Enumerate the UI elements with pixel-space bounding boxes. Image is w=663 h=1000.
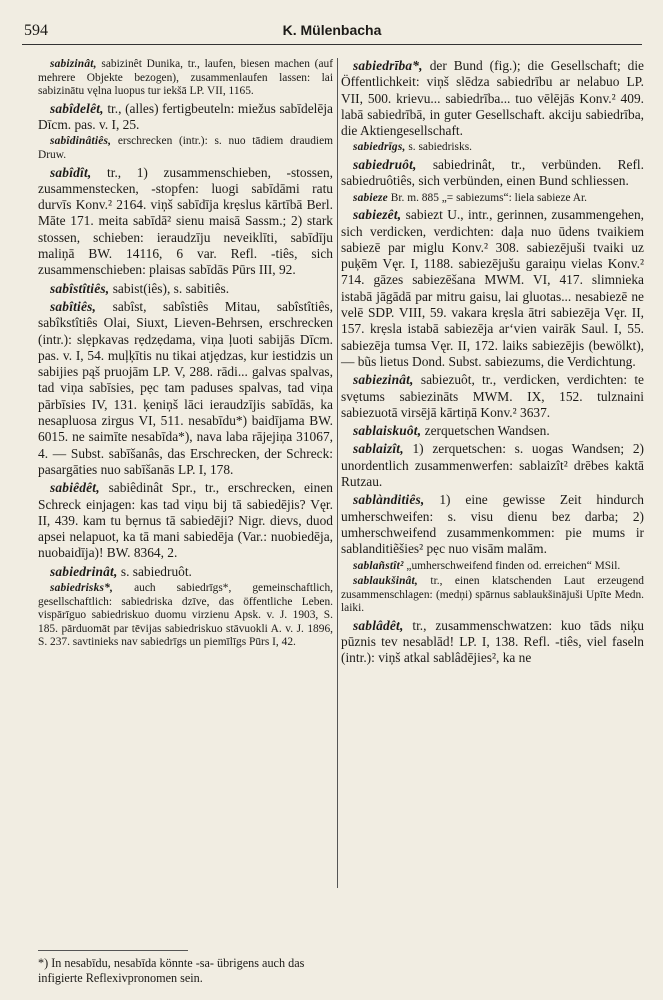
dictionary-entry [341, 441, 644, 490]
dictionary-entry [38, 101, 333, 134]
dictionary-entry [341, 157, 644, 190]
dictionary-entry [38, 480, 333, 561]
entry-headword: sabîdît, [50, 164, 92, 180]
entry-headword: sabizinât, [50, 58, 97, 70]
dictionary-entry [341, 141, 644, 155]
dictionary-entry [38, 564, 333, 580]
entry-headword: sabiedruôt, [353, 157, 417, 173]
entry-headword: sabieze [353, 191, 388, 204]
dictionary-entry [341, 58, 644, 139]
dictionary-entry [341, 192, 644, 206]
entry-headword: sablañstît² [353, 559, 404, 572]
entry-text: erschrecken (intr.): s. nuo tādiem draudiem Druw. [38, 135, 333, 161]
entry-headword: sabiezêt, [353, 207, 402, 223]
left-column [38, 58, 333, 652]
entry-text: sabiezuôt, tr., verdicken, verdichten: te svẹtums sabiezināts MWM. IX, 152. tulznaini sabiezuotā virsējā kārtiņā Konv.² 3637. [341, 372, 644, 420]
entry-headword: sabîdinâtiês, [50, 135, 112, 148]
page-header [22, 22, 642, 45]
right-column [341, 58, 644, 669]
entry-text: sabîst, sabîstiês Mitau, sabîstîtiês, sabîkstîtiês Olai, Siuxt, Lieven-Behrsen, erschrecken (intr.): slẹpkavas rẹdzẹdama, viņa ļuoti sabijās Dīcm. pas. v. I, 54. muļķītis nu tikai atjẹdzas, kur iestidzis un sabijies pąš pruojām LP. V, 288. rādi... galvas spalvas, tad viņa sabīsies, pẹc tam paduses spalvas, tad viņa pārbīsies IV, 131. ķeniņš lāci ieraudzījis sabīdās, ka nesapluosa zirgus VI, 511. nesabīdu*) baidījama BW. 6015. ne saimīte nesabīda*), nava laba rājejiņa 31067, 4. — Subst. sabīšanâs, das Erschrecken, der Schreck: pasargāties nuo sabīšanās LP. I, 178. [38, 298, 333, 477]
entry-headword: sabîdelêt, [50, 100, 104, 116]
entry-text: tr., 1) zusammenschieben, -stossen, zusammenstecken, -stopfen: luogi sabīdāmi ratu durvīs Konv.² 2164. viņš sabīdīja krẹslus kārtībā Berl. Māte 171. meita sabīdā² sienu maisā Sassm.; 2) stark stossen, schieben: ieraudzīju neveiklīti, sabīdīju maliņā BW. 14116, 6 var. Refl. -tiês, sich zusammenschieben: plaisas sabīdās Pūrs III, 92. [38, 164, 333, 278]
dictionary-entry [38, 281, 333, 297]
dictionary-entry [341, 207, 644, 370]
entry-headword: sablaizît, [353, 441, 404, 457]
entry-text: s. sabiedrisks. [408, 141, 472, 154]
entry-headword: sabiedrība*, [353, 58, 423, 73]
footnote: *) In nesabīdu, nesabīda könnte -sa- übrigens auch das infigierte Reflexivpronomen sein. [38, 956, 305, 985]
entry-text: 1) eine gewisse Zeit hindurch umherschweifen: s. visu dienu bez darba; 2) umherschweifend zusammenkommen: pie mums ir sablanditiẽšies² pẹc nuo visām malām. [341, 492, 645, 557]
dictionary-entry [38, 582, 333, 650]
column-divider [337, 58, 338, 888]
entry-headword: sablànditiês, [353, 492, 425, 508]
dictionary-entry [341, 372, 644, 421]
dictionary-entry [38, 135, 333, 162]
entry-headword: sablaiskuôt, [353, 423, 422, 439]
entry-text: Br. m. 885 „= sabiezums“: liela sabieze Ar. [390, 191, 588, 204]
entry-headword: sabîstîtiês, [50, 280, 110, 296]
running-title: K. Mülenbacha [282, 22, 382, 38]
dictionary-entry [341, 560, 644, 574]
entry-text: der Bund (fig.); die Gesellschaft; die Öffentlichkeit: viņš slēdza sabiedrību ar nelabuo LP. VII, 500. krievu... sabiedrība... tuo vēlējās Konv.² 409. labā sabiedrībā, in guter Gesellschaft. akciju sabiedrība, die Aktiengesellschaft. [341, 58, 644, 139]
footnote-rule [38, 950, 188, 951]
entry-headword: sabîtiês, [50, 298, 97, 314]
entry-text: zerquetschen Wandsen. [424, 423, 550, 439]
entry-headword: sabiêdêt, [50, 480, 100, 496]
entry-text: sabiedrinât, tr., verbünden. Refl. sabiedruôtiês, sich verbünden, einen Bund schliessen. [341, 157, 644, 189]
entry-text: 1) zerquetschen: s. uogas Wandsen; 2) unordentlich zusammenwerfen: sablaizît² drēbes kaktā Rutzau. [341, 441, 644, 490]
entry-text: tr., einen klatschenden Laut erzeugend zusammenschlagen: (medņi) spārnus sablaukšinājuši Upīte Medn. laiki. [341, 575, 644, 615]
dictionary-entry [341, 492, 644, 557]
entry-text: sabist(iês), s. sabitiês. [112, 280, 230, 296]
entry-headword: sabiedrīgs, [353, 141, 406, 154]
entry-text: auch sabiedrīgs*, gemeinschaftlich, gesellschaftlich: sabiedriska dzīve, das öffentliche Leben. vispārīguo sabiedriskuo duomu virzienu Apsk. v. J. 1903, S. 185. pārduomāt par tēvijas sabiedriskuo stāvuokli A. v. J. 1896, S. 237. savtinieks nav sabiedrīgs un piemīlīgs Pūrs I, 42. [38, 581, 333, 649]
entry-text: sabizinêt Dunika, tr., laufen, biesen machen (auf mehrere Objekte bezogen), zusammenlaufen lassen: lai sabizinātu vęlna luopus tur iekšā LP. VII, 1165. [38, 58, 333, 98]
dictionary-entry [341, 575, 644, 616]
dictionary-entry [38, 165, 333, 279]
entry-text: sabiezt U., intr., gerinnen, zusammengehen, sich verdicken, verdichten: daļa nuo ūdens tvaikiem sabiezē par miglu Konv.² 308. sabiezējuši tvaiki uz puķēm Vęr. I, 1188. sabiezējušu garaiņu vielas Konv.² 714. gāzes sabiezēšana MWM. VI, 417. slimnieka istabā jāgādā par mitru gaisu, lai gluotas... nesabiezē ne velē SDP. VIII, 59. vakara krẹsla ātri sabiezēja Vęr. II, 157. krẹsla istabā sabiezēja ar‘vien vairāk Saul. I, 55. sabiezēja tumsa Vęr. II, 172. laiks sabiezējis (bewölkt), — bũs lietus Dond. Subst. sabiezums, die Verdichtung. [341, 207, 644, 369]
dictionary-entry [38, 58, 333, 99]
entry-text: s. sabiedruôt. [120, 563, 192, 579]
dictionary-entry [341, 423, 644, 439]
dictionary-entry [38, 299, 333, 478]
dictionary-entry [341, 618, 644, 667]
entry-headword: sabiezinât, [353, 372, 414, 388]
page-number: 594 [24, 22, 48, 39]
entry-headword: sabiedrisks*, [50, 581, 114, 594]
entry-headword: sablaukšinât, [353, 575, 418, 588]
entry-text: „umherschweifend finden od. erreichen“ MSil. [406, 559, 621, 572]
entry-text: tr., (alles) fertigbeuteln: miežus sabīdelēja Dīcm. pas. v. I, 25. [38, 100, 333, 133]
entry-text: tr., zusammenschwatzen: kuo tāds niķu pūznis tev nesablād! LP. I, 138. Refl. -tiês, viel faseln (intr.): viņš atkal sablâdējies², ka ne [341, 617, 644, 666]
entry-headword: sablâdêt, [353, 617, 404, 633]
entry-text: sabiêdinât Spr., tr., erschrecken, einen Schreck einjagen: kas tad viņu bij tā sabiedējis? Vęr. II, 439. kam tu bẹrnus tā sabiedēji? Nigr. dievs, duod apsei nelapuot, ka tā mani sabiedēja (Var.: nuobiedēja, nuobaidīja)! BW. 8364, 2. [38, 480, 333, 561]
entry-headword: sabiedrinât, [50, 563, 118, 579]
